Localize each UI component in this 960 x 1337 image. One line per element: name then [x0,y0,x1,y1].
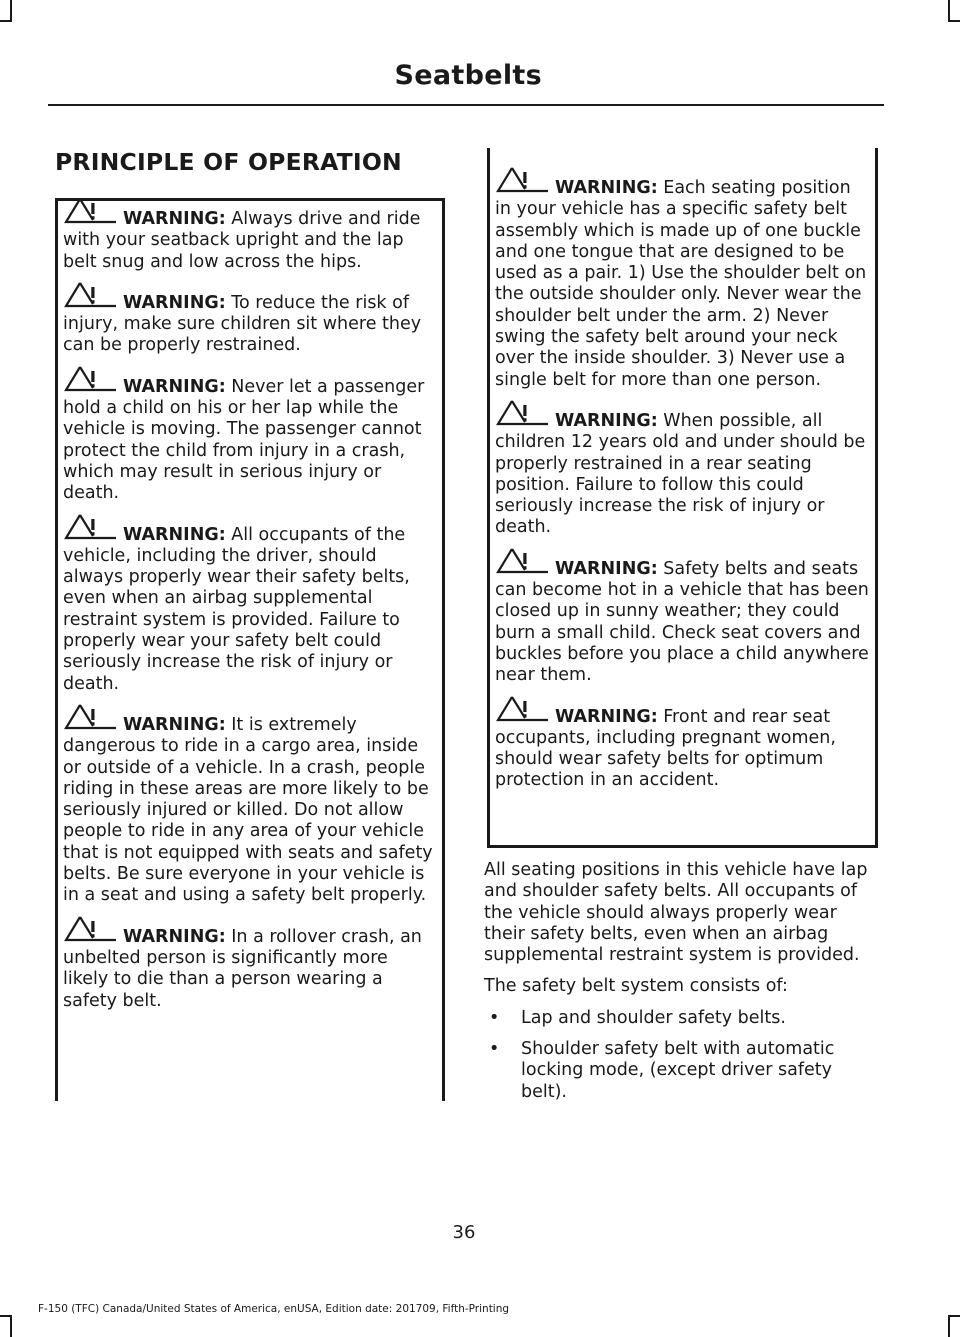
crop-mark [948,0,950,20]
warning-triangle-icon [63,365,119,395]
crop-mark [948,1315,960,1317]
warning-label: WARNING: [123,714,226,735]
warning-item [63,715,438,907]
bullet-list [484,1008,879,1103]
warning-item [495,559,871,687]
warning-label: WARNING: [555,558,658,579]
warning-text: To reduce the risk of injury, make sure children sit where they can be properly restrained. [63,292,422,356]
warning-item [495,707,871,792]
list-item [484,1039,879,1103]
warning-box-right [487,148,878,848]
warning-box-left [55,198,445,1101]
warning-item [63,209,438,273]
crop-mark [948,1317,950,1337]
list-item [484,1008,879,1029]
warning-text: In a rollover crash, an unbelted person is significantly more likely to die than a person wearing a safety belt. [63,926,422,1011]
warning-text: Always drive and ride with your seatback upright and the lap belt snug and low across the hips. [63,209,421,272]
warning-text: When possible, all children 12 years old and under should be properly restrained in a rear seating position. Failure to follow this could seriously increase the risk of injury or death. [495,410,866,538]
warning-triangle-icon [495,695,551,725]
warning-label: WARNING: [555,410,658,431]
footer-edition: F-150 (TFC) Canada/United States of America, enUSA, Edition date: 201709, Fifth-Printing [38,1303,510,1315]
list-item-text: Shoulder safety belt with automatic locking mode, (except driver safety belt). [521,1039,835,1102]
warning-triangle-icon [63,197,119,227]
crop-mark [0,1315,12,1317]
warning-item [495,411,871,539]
warning-text: It is extremely dangerous to ride in a cargo area, inside or outside of a vehicle. In a crash, people riding in these areas are more likely to be seriously injured or killed. Do not allow people to ride in any area of your vehicle that is not equipped with seats and safety belts. Be sure everyone in your vehicle is in a seat and using a safety belt properly. [63,714,433,906]
warning-text: All occupants of the vehicle, including the driver, should always properly wear their safety belts, even when an airbag supplemental restraint system is provided. Failure to properly wear your safety belt could seriously increase the risk of injury or death. [63,524,410,694]
warning-label: WARNING: [555,178,658,198]
warning-item [63,377,438,505]
body-paragraph: The safety belt system consists of: [484,976,788,997]
warning-triangle-icon [63,513,119,543]
bullet-icon: • [489,1039,500,1060]
crop-mark [948,20,960,22]
warning-list-right [490,148,875,792]
warning-label: WARNING: [123,376,226,397]
warning-label: WARNING: [123,926,226,947]
warning-triangle-icon [495,166,551,196]
warning-item [63,525,438,695]
warning-text: Never let a passenger hold a child on his or her lap while the vehicle is moving. The passenger cannot protect the child from injury in a crash, which may result in serious injury or death. [63,376,425,504]
warning-triangle-icon [63,915,119,945]
warning-list-left [58,201,442,1012]
list-item-text: Lap and shoulder safety belts. [521,1007,786,1028]
crop-mark [10,0,12,20]
warning-label: WARNING: [123,292,226,313]
section-heading: PRINCIPLE OF OPERATION [55,148,402,176]
warning-triangle-icon [63,281,119,311]
page-header-title: Seatbelts [394,60,542,91]
warning-label: WARNING: [123,524,226,545]
header-divider [48,104,884,106]
warning-text: Each seating position in your vehicle has a specific safety belt assembly which is made up of one buckle and one tongue that are designed to be used as a pair. 1) Use the shoulder belt on the outside shoulder only. Never wear the shoulder belt under the arm. 2) Never swing the safety belt around your neck over the inside shoulder. 3) Never use a single belt for more than one person. [495,178,867,390]
bullet-icon: • [489,1007,500,1028]
crop-mark [10,1317,12,1337]
warning-triangle-icon [495,399,551,429]
warning-item [63,927,438,1012]
warning-triangle-icon [495,547,551,577]
crop-mark [0,20,12,22]
body-text [484,860,879,1113]
body-paragraph: All seating positions in this vehicle have lap and shoulder safety belts. All occupants of the vehicle should always properly wear their safety belts, even when an airbag supplemental restraint system is provided. [484,860,868,966]
warning-item [495,178,871,391]
warning-label: WARNING: [123,209,226,229]
warning-item [63,293,438,357]
warning-label: WARNING: [555,706,658,727]
page-number: 36 [452,1222,476,1243]
warning-text: Front and rear seat occupants, including pregnant women, should wear safety belts for optimum protection in an accident. [495,706,836,791]
warning-triangle-icon [63,703,119,733]
warning-text: Safety belts and seats can become hot in a vehicle that has been closed up in sunny weather; they could burn a small child. Check seat covers and buckles before you place a child anywhere near them. [495,558,869,686]
